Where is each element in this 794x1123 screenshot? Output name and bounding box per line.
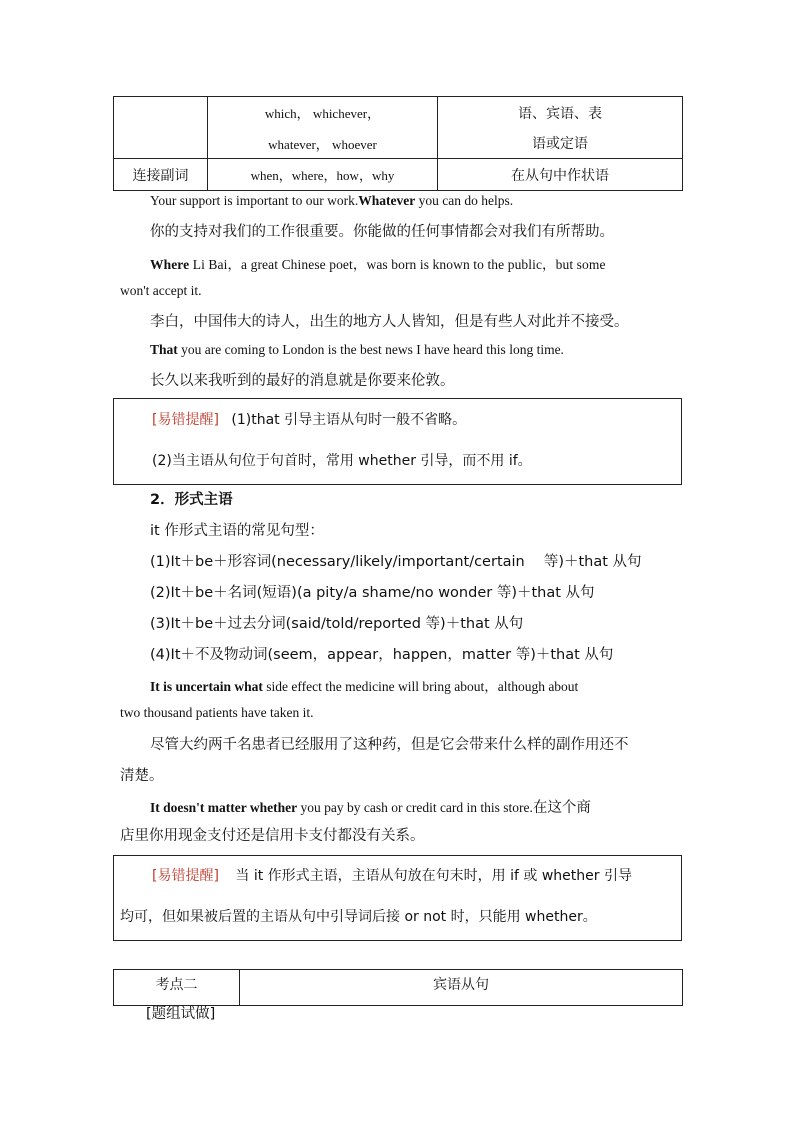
table-cell: 在从句中作状语 <box>438 159 683 191</box>
example-sentence <box>150 675 578 695</box>
table-row <box>114 97 683 159</box>
cell-line: which， whichever， <box>264 105 381 121</box>
cell-line: whatever， whoever <box>268 136 377 152</box>
example-continuation: won't accept it. <box>120 283 202 298</box>
translation: 李白，中国伟大的诗人，出生的地方人人皆知，但是有些人对此并不接受。 <box>150 314 629 330</box>
table-cell: 考点二 <box>114 970 240 1006</box>
pattern-item: (4)It＋不及物动词(seem，appear，happen，matter 等)＋that 从句 <box>150 647 614 663</box>
example-sentence <box>150 253 606 273</box>
translation: 清楚。 <box>120 768 164 784</box>
section-heading: 2．形式主语 <box>150 492 233 508</box>
table-cell <box>114 97 208 159</box>
tip-box <box>113 398 682 485</box>
cell-line: 语、宾语、表 <box>518 105 602 122</box>
text: 当 it 作形式主语，主语从句放在句末时，用 if 或 whether 引导 <box>235 868 632 884</box>
bold-text: That <box>150 342 178 357</box>
tip-line <box>152 865 632 885</box>
text: Your support is important to our work. <box>150 193 359 208</box>
table-row <box>114 159 683 191</box>
bold-text: Whatever <box>358 193 416 208</box>
example-sentence <box>150 342 564 358</box>
tip-label: [易错提醒] <box>152 868 219 884</box>
table-cell: 连接副词 <box>114 159 208 191</box>
tip-box <box>113 855 682 941</box>
pattern-item: (3)It＋be＋过去分词(said/told/reported 等)＋that 从句 <box>150 616 524 632</box>
text: you pay by cash or credit card in this store. <box>297 800 533 815</box>
tip-line: (2)当主语从句位于句首时，常用 whether 引导，而不用 if。 <box>152 453 532 469</box>
pattern-item: (1)It＋be＋形容词(necessary/likely/important/certain 等)＋that 从句 <box>150 554 642 570</box>
translation: 店里你用现金支付还是信用卡支付都没有关系。 <box>120 828 425 844</box>
topic-table <box>113 969 683 1006</box>
table-cell <box>438 97 683 159</box>
text: 在这个商 <box>532 800 591 816</box>
translation: 长久以来我听到的最好的消息就是你要来伦敦。 <box>150 373 455 389</box>
tip-line <box>152 409 466 429</box>
tip-line: 均可，但如果被后置的主语从句中引导词后接 or not 时，只能用 whether。 <box>120 909 597 925</box>
example-sentence <box>150 796 591 817</box>
text: you can do helps. <box>415 193 514 208</box>
text: Li Bai，a great Chinese poet，was born is known to the public，but some <box>189 257 606 272</box>
translation: 你的支持对我们的工作很重要。你能做的任何事情都会对我们有所帮助。 <box>150 224 614 240</box>
footer-label: [题组试做] <box>146 1006 216 1022</box>
example-sentence <box>150 193 513 209</box>
translation: 尽管大约两千名患者已经服用了这种药，但是它会带来什么样的副作用还不 <box>150 737 629 753</box>
clause-table <box>113 96 683 191</box>
tip-label: [易错提醒] <box>152 412 219 428</box>
text: (1)that 引导主语从句时一般不省略。 <box>231 412 467 428</box>
text: side effect the medicine will bring about，although about <box>262 679 579 694</box>
example-continuation: two thousand patients have taken it. <box>120 705 314 720</box>
bold-text: It doesn't matter whether <box>150 800 298 815</box>
bold-text: what <box>234 679 263 694</box>
bold-text: Where <box>150 257 190 272</box>
table-cell: 宾语从句 <box>240 970 683 1006</box>
pattern-item: (2)It＋be＋名词(短语)(a pity/a shame/no wonder 等)＋that 从句 <box>150 585 595 601</box>
table-cell <box>208 97 438 159</box>
text: you are coming to London is the best news I have heard this long time. <box>177 342 564 357</box>
table-cell: when，where，how，why <box>208 159 438 191</box>
table-row <box>114 970 683 1006</box>
bold-text: It is uncertain <box>150 679 231 694</box>
section-intro: it 作形式主语的常见句型： <box>150 523 324 539</box>
cell-line: 语或定语 <box>532 135 588 152</box>
